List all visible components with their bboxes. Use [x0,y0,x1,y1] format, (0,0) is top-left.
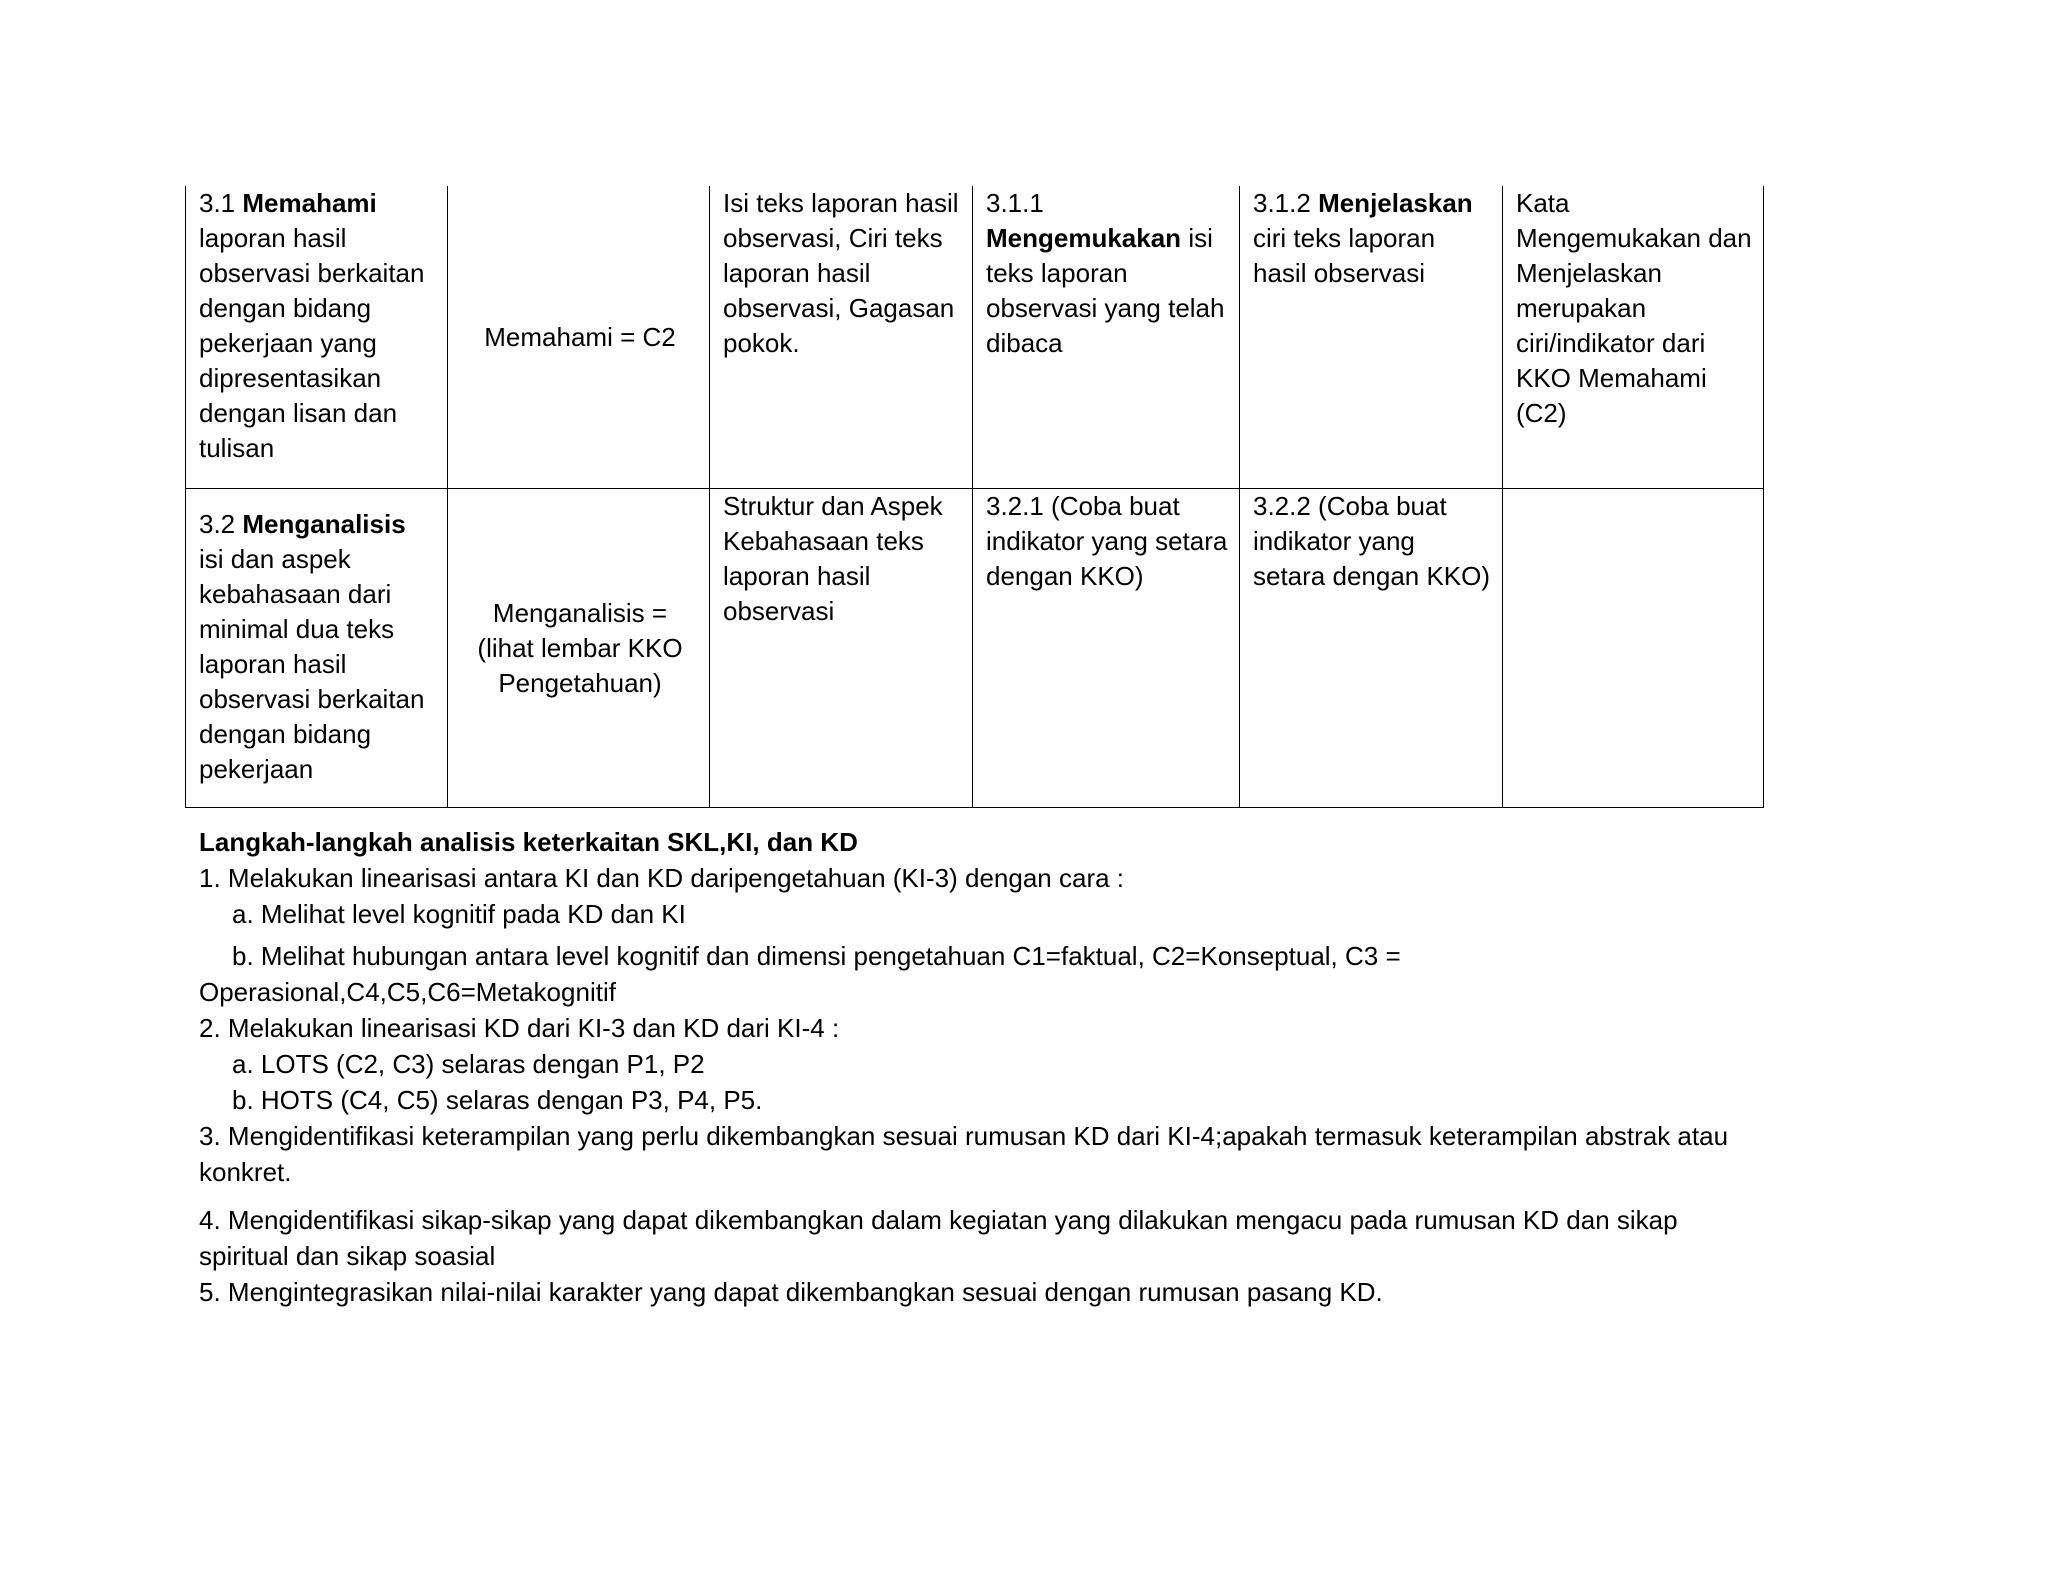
indicator-cell [1240,186,1503,489]
keterangan-cell [1503,186,1764,489]
kko-cell [448,489,710,808]
materi-cell [710,489,973,808]
steps-heading: Langkah-langkah analisis keterkaitan SKL,KI, dan KD [199,827,858,857]
kko-note: (lihat lembar KKO Pengetahuan) [477,632,683,698]
analysis-steps [199,824,1759,1310]
step-item: 3. Mengidentifikasi keterampilan yang perlu dikembangkan sesuai rumusan KD dari KI-4;apakah termasuk keterampilan abstrak atau konkret. [199,1121,1729,1187]
indicator-text: isi teks laporan observasi yang telah dibaca [986,223,1225,358]
kd-number: 3.2 [199,509,236,539]
step-subitem: a. Melihat level kognitif pada KD dan KI [232,899,686,929]
keterangan-text: Kata Mengemukakan dan Menjelaskan merupakan ciri/indikator dari KKO Memahami (C2) [1516,188,1752,428]
indicator-verb: Menjelaskan [1318,188,1473,218]
indicator-number: 3.1.2 [1253,188,1311,218]
step-item: 4. Mengidentifikasi sikap-sikap yang dapat dikembangkan dalam kegiatan yang dilakukan mengacu pada rumusan KD dan sikap spiritual dan sikap soasial [199,1205,1678,1271]
materi-cell [710,186,973,489]
kko-text: Menganalisis = [492,597,668,628]
indicator-cell [1240,489,1503,808]
step-subitem-continuation: Operasional,C4,C5,C6=Metakognitif [199,977,616,1007]
kko-text: Memahami = C2 [484,321,676,352]
table-row [186,186,1764,489]
indicator-text: 3.2.2 (Coba buat indikator yang setara dengan KKO) [1253,491,1491,591]
indicator-cell [973,186,1240,489]
kd-text: isi dan aspek kebahasaan dari minimal dua teks laporan hasil observasi berkaitan dengan bidang pekerjaan [199,544,425,784]
step-item: 2. Melakukan linearisasi KD dari KI-3 dan KD dari KI-4 : [199,1013,840,1043]
kd-analysis-table [185,186,1764,808]
indicator-verb: Mengemukakan [986,223,1182,253]
indicator-text: 3.2.1 (Coba buat indikator yang setara dengan KKO) [986,491,1228,591]
step-subitem: a. LOTS (C2, C3) selaras dengan P1, P2 [232,1049,705,1079]
indicator-text: ciri teks laporan hasil observasi [1253,223,1436,288]
kd-cell [186,489,448,808]
step-item: 5. Mengintegrasikan nilai-nilai karakter yang dapat dikembangkan sesuai dengan rumusan pasang KD. [199,1277,1383,1307]
kd-number: 3.1 [199,188,236,218]
table-row [186,489,1764,808]
indicator-cell [973,489,1240,808]
indicator-number: 3.1.1 [986,188,1044,218]
materi-text: Isi teks laporan hasil observasi, Ciri teks laporan hasil observasi, Gagasan pokok. [723,188,959,358]
kd-text: laporan hasil observasi berkaitan dengan bidang pekerjaan yang dipresentasikan dengan lisan dan tulisan [199,223,425,463]
kd-cell [186,186,448,489]
materi-text: Struktur dan Aspek Kebahasaan teks laporan hasil observasi [723,491,943,626]
keterangan-cell [1503,489,1764,808]
kd-verb: Menganalisis [242,509,406,539]
kd-verb: Memahami [242,188,377,218]
step-subitem: b. HOTS (C4, C5) selaras dengan P3, P4, P5. [232,1085,763,1115]
kko-cell [448,186,710,489]
step-subitem: b. Melihat hubungan antara level kognitif dan dimensi pengetahuan C1=faktual, C2=Konseptual, C3 = [232,941,1401,971]
step-item: 1. Melakukan linearisasi antara KI dan KD daripengetahuan (KI-3) dengan cara : [199,863,1125,893]
